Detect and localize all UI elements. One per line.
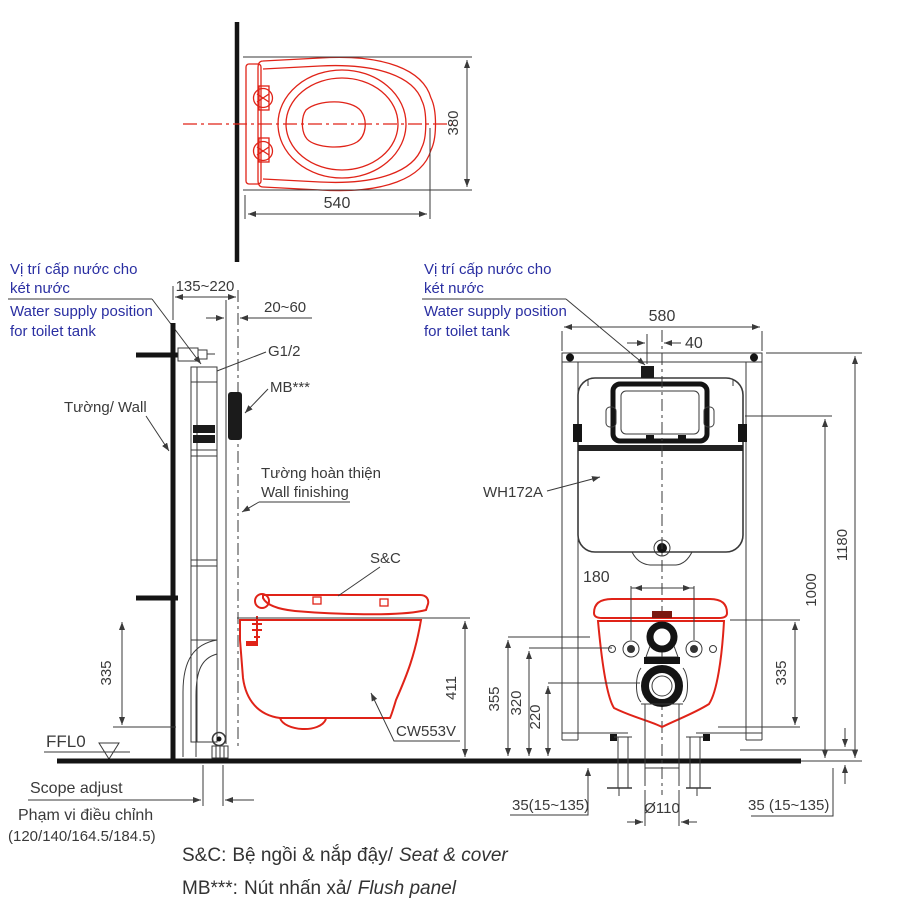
dim-right-foot: 35 (15~135) — [748, 797, 830, 814]
front-dim-180: 180 — [583, 569, 610, 586]
front-foot-dims — [510, 728, 858, 826]
legend-mb-key: MB***: — [182, 878, 238, 899]
dim-320: 320 — [508, 690, 525, 716]
front-note-leader — [566, 299, 645, 365]
front-water-supply-note — [422, 261, 645, 365]
side-note-vi-2: két nước — [10, 280, 70, 297]
side-note-en-2: for toilet tank — [10, 323, 96, 340]
side-scope-adjust — [8, 765, 254, 845]
side-note-vi-1: Vị trí cấp nước cho — [10, 261, 138, 278]
side-label-finish-en: Wall finishing — [261, 484, 349, 501]
side-finish-leader — [242, 502, 259, 512]
front-crossbar — [578, 445, 743, 451]
dim-1000: 1000 — [803, 573, 820, 607]
front-supply-inlet — [641, 366, 654, 378]
legend-mb-vi: Nút nhấn xả/ — [243, 878, 352, 899]
front-view — [422, 261, 862, 826]
legend-sc-en: Seat & cover — [398, 845, 508, 866]
side-dim-335: 335 — [98, 660, 115, 686]
side-dim-411: 411 — [443, 676, 460, 700]
front-label-wh172a: WH172A — [483, 484, 544, 501]
side-g12-leader — [217, 352, 266, 371]
ffl-triangle-icon — [99, 743, 119, 759]
front-wh172a-leader — [547, 477, 600, 491]
front-note-en-1: Water supply position — [424, 303, 567, 320]
front-dim-580: 580 — [648, 308, 676, 325]
legend-sc-vi: Bệ ngồi & nắp đậy/ — [232, 845, 393, 866]
side-dim-135-220: 135~220 — [175, 278, 235, 295]
front-dim-335: 335 — [773, 660, 790, 686]
side-note-en-1: Water supply position — [10, 303, 153, 320]
front-dim-40: 40 — [685, 335, 703, 352]
side-wall-leader — [146, 416, 169, 451]
front-flush-panel — [613, 384, 707, 441]
dim-left-foot: 35(15~135) — [512, 797, 590, 814]
legend-mb-en: Flush panel — [357, 878, 456, 899]
legend-sc-key: S&C: — [182, 845, 227, 866]
scope-adjust-vi: Phạm vi điều chỉnh — [18, 807, 154, 824]
dim-1180: 1180 — [834, 528, 851, 562]
plan-dim-540: 540 — [323, 195, 351, 212]
side-frame-tank — [183, 367, 228, 758]
dim-355: 355 — [486, 686, 503, 712]
front-tank — [573, 366, 747, 565]
plan-seat-cover-red — [183, 57, 453, 190]
side-label-mb: MB*** — [270, 379, 311, 396]
dim-220: 220 — [527, 704, 544, 730]
side-label-g12: G1/2 — [268, 343, 301, 360]
scope-adjust-values: (120/140/164.5/184.5) — [8, 828, 156, 845]
scope-adjust-en: Scope adjust — [30, 780, 123, 797]
dim-drain-diameter: Ø110 — [644, 800, 680, 817]
plan-dim-380: 380 — [445, 110, 462, 136]
side-dim-20-60: 20~60 — [264, 299, 307, 316]
side-bowl-red — [240, 594, 428, 729]
side-mb-leader — [245, 389, 268, 413]
legend-sc-line — [182, 844, 508, 866]
front-note-vi-1: Vị trí cấp nước cho — [424, 261, 552, 278]
front-note-vi-2: két nước — [424, 280, 484, 297]
legend — [182, 844, 508, 899]
legend-mb-line — [182, 878, 457, 899]
side-label-wall: Tường/ Wall — [64, 399, 147, 416]
side-label-finish-vi: Tường hoàn thiện — [261, 465, 381, 482]
side-label-ffl0: FFL0 — [46, 732, 86, 751]
side-label-sc: S&C — [370, 550, 401, 567]
front-note-en-2: for toilet tank — [424, 323, 510, 340]
side-supply-fitting — [178, 348, 215, 361]
side-sc-leader — [338, 567, 380, 596]
side-view — [8, 261, 801, 845]
side-flush-panel — [228, 392, 242, 440]
plan-view — [183, 22, 472, 262]
side-label-cw553v: CW553V — [396, 723, 457, 740]
